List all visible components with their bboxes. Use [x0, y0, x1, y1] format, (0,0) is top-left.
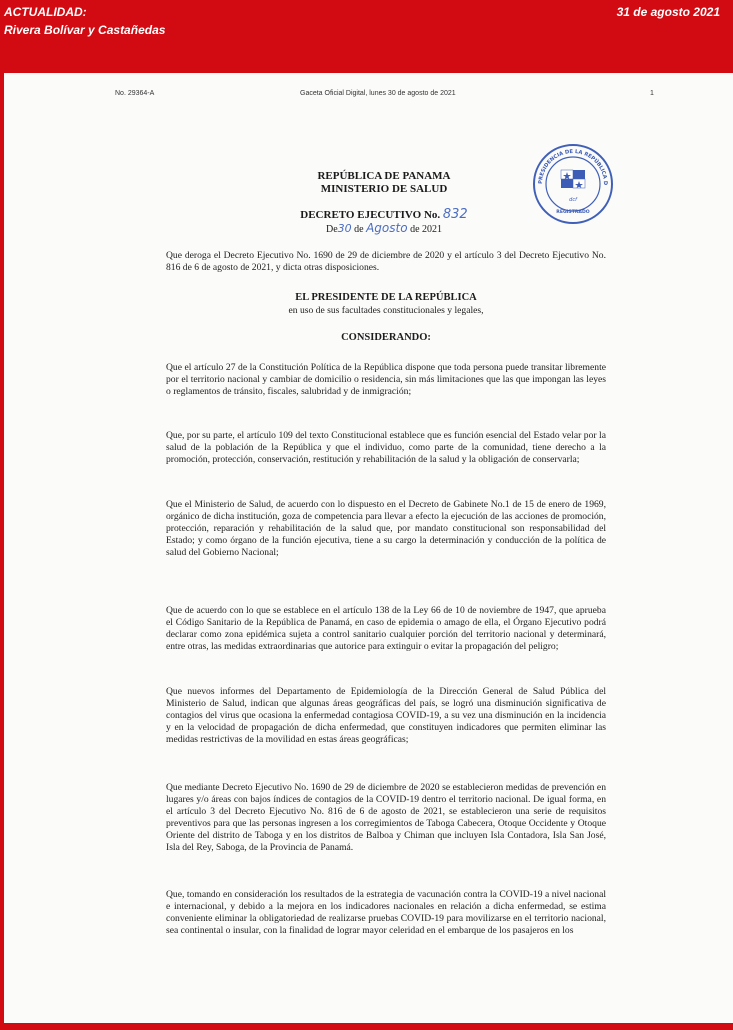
- seal-text: PRESIDENCIA DE LA REPÚBLICA D: [537, 148, 609, 186]
- seal-registered: REGISTRADO: [556, 210, 590, 215]
- ministry-heading: MINISTERIO DE SALUD: [320, 183, 448, 195]
- page-number: 1: [650, 90, 654, 97]
- bottom-border: [0, 1023, 733, 1030]
- decree-title: [164, 207, 604, 222]
- svg-text:dcf: dcf: [569, 197, 577, 203]
- considering-heading: CONSIDERANDO:: [341, 332, 431, 343]
- decree-summary: Que deroga el Decreto Ejecutivo No. 1690 de 29 de diciembre de 2020 y el artículo 3 del Decreto Ejecutivo No. 816 de 6 de agosto de 2021, y dicta otras disposiciones.: [166, 250, 606, 273]
- date-prefix: De: [325, 224, 338, 235]
- decree-label: DECRETO EJECUTIVO No.: [300, 209, 441, 221]
- decree-date: [164, 221, 604, 235]
- paragraph-6: Que mediante Decreto Ejecutivo No. 1690 de 29 de diciembre de 2020 se establecieron medidas de prevención en lugares y/o áreas con bajos índices de contagios de la COVID-19 dentro el territorio nacional. De igual forma, en el artículo 3 del Decreto Ejecutivo No. 816 de 6 de agosto de 2021, se establecieron una serie de requisitos preventivos para que las personas ingresen a los corregimientos de Taboga Cabecera, Otoque Occidente y Otoque Oriente del distrito de Taboga y en los distritos de Balboa y Chiman que incluyen Isla Contadora, Isla San José, Isla del Rey, Saboga, de la Provincia de Panamá.: [166, 782, 606, 853]
- document-page: [4, 73, 733, 1023]
- date-day: 30: [337, 222, 352, 235]
- date-month: Agosto: [366, 221, 408, 235]
- paragraph-7: Que, tomando en consideración los resultados de la estrategia de vacunación contra la COVID-19 a nivel nacional e internacional, y debido a la mejora en los indicadores nacionales en relación a dicha enfermedad, se estima conveniente eliminar la obligatoriedad de realizarse pruebas COVID-19 para movilizarse en el territorio nacional, sea continental o insular, con la finalidad de lograr mayor celeridad en el embarque de los pasajeros en los: [166, 889, 606, 936]
- president-heading: EL PRESIDENTE DE LA REPÚBLICA: [295, 292, 477, 303]
- top-banner: [0, 0, 733, 72]
- publish-date: 31 de agosto 2021: [616, 5, 720, 19]
- paragraph-5: Que nuevos informes del Departamento de Epidemiología de la Dirección General de Salud Pública del Ministerio de Salud, indican que algunas áreas geográficas del país, se logró una disminución significativa de contagios del virus que ocasiona la enfermedad contagiosa COVID-19, a su vez una disminución en la incidencia y en la velocidad de propagación de dicha enfermedad, que constituyen indicadores que permiten eliminar las medidas restrictivas de la movilidad en estas áreas geográficas;: [166, 686, 606, 745]
- gazette-number: No. 29364-A: [115, 90, 155, 97]
- paragraph-3: Que el Ministerio de Salud, de acuerdo con lo dispuesto en el Decreto de Gabinete No.1 de 15 de enero de 1969, orgánico de dicha institución, goza de competencia para llevar a efecto la ejecución de las acciones de promoción, protección, reparación y rehabilitación de la salud que, por mandato constitucional son responsabilidad del Estado; y como órgano de la función ejecutiva, tiene a su cargo la determinación y conducción de la política de salud del Gobierno Nacional;: [166, 499, 606, 558]
- article-subtitle: Rivera Bolívar y Castañedas: [4, 23, 166, 37]
- paragraph-2: Que, por su parte, el artículo 109 del texto Constitucional establece que es función esencial del Estado velar por la salud de la población de la República y que el individuo, como parte de la comunidad, tiene derecho a la promoción, protección, conservación, restitución y rehabilitación de la salud y la obligación de conservarla;: [166, 430, 606, 465]
- paragraph-4: Que de acuerdo con lo que se establece en el artículo 138 de la Ley 66 de 10 de noviembre de 1947, que aprueba el Código Sanitario de la República de Panamá, en caso de epidemia o amago de ella, el Órgano Ejecutivo podrá declarar como zona epidémica sujeta a control sanitario cualquier porción del territorio nacional y determinará, entre otras, las medidas extraordinarias que autorice para extinguir o evitar la propagación del peligro;: [166, 605, 606, 652]
- powers-line: en uso de sus facultades constitucionales y legales,: [288, 305, 484, 316]
- section-label: ACTUALIDAD:: [4, 5, 87, 19]
- gazette-title: Gaceta Oficial Digital, lunes 30 de agosto de 2021: [300, 90, 456, 97]
- republic-heading: REPÚBLICA DE PANAMA: [317, 170, 451, 182]
- date-mid: de: [354, 224, 364, 235]
- decree-number: 832: [442, 207, 468, 222]
- document-heading: [164, 170, 604, 196]
- paragraph-1: Que el artículo 27 de la Constitución Política de la República dispone que toda persona puede transitar libremente por el territorio nacional y cambiar de domicilio o residencia, sin más limitaciones que las que impongan las leyes o reglamentos de tránsito, fiscales, salubridad y de inmigración;: [166, 362, 606, 397]
- date-suffix: de 2021: [410, 224, 443, 235]
